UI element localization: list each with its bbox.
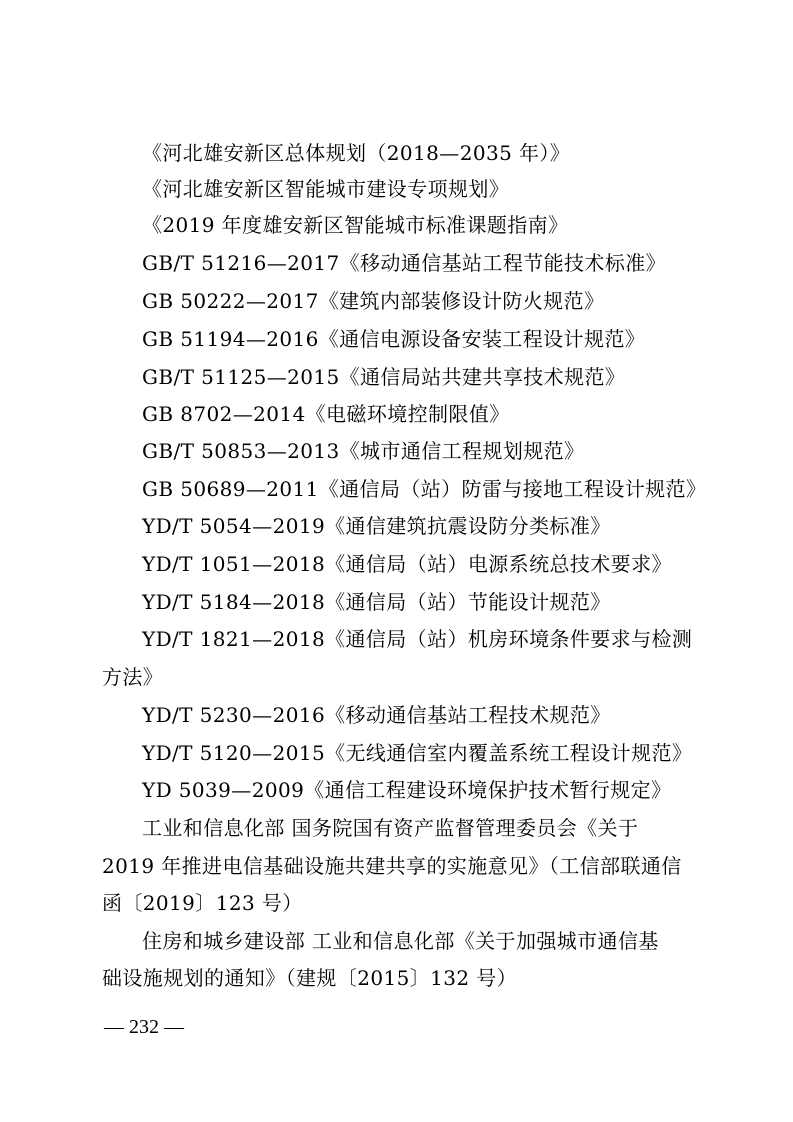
reference-line: GB 8702—2014《电磁环境控制限值》 [142, 402, 510, 426]
reference-line: YD 5039—2009《通信工程建设环境保护技术暂行规定》 [142, 778, 672, 802]
reference-line: YD/T 1051—2018《通信局（站）电源系统总技术要求》 [142, 552, 672, 576]
reference-line: GB 50689—2011《通信局（站）防雷与接地工程设计规范》 [142, 477, 707, 501]
reference-line: GB 50222—2017《建筑内部装修设计防火规范》 [142, 289, 605, 313]
reference-line: GB/T 51125—2015《通信局站共建共享技术规范》 [142, 365, 626, 389]
reference-line: GB 51194—2016《通信电源设备安装工程设计规范》 [142, 327, 646, 351]
reference-line: 《河北雄安新区总体规划（2018—2035 年）》 [142, 141, 571, 165]
reference-line: 住房和城乡建设部 工业和信息化部《关于加强城市通信基 [142, 929, 659, 953]
reference-line: 《2019 年度雄安新区智能城市标准课题指南》 [142, 213, 569, 237]
reference-line: YD/T 5120—2015《无线通信室内覆盖系统工程设计规范》 [142, 741, 693, 765]
reference-line: YD/T 5184—2018《通信局（站）节能设计规范》 [142, 590, 611, 614]
reference-line-continuation: 函〔2019〕123 号） [102, 891, 303, 915]
page-number: — 232 — [104, 1016, 184, 1038]
reference-line: 《河北雄安新区智能城市建设专项规划》 [142, 177, 510, 201]
reference-line-continuation: 方法》 [102, 665, 164, 689]
reference-line: GB/T 50853—2013《城市通信工程规划规范》 [142, 439, 585, 463]
reference-line: YD/T 5054—2019《通信建筑抗震设防分类标准》 [142, 514, 611, 538]
reference-line: GB/T 51216—2017《移动通信基站工程节能技术标准》 [142, 251, 667, 275]
reference-line: 工业和信息化部 国务院国有资产监督管理委员会《关于 [142, 816, 639, 840]
reference-line: YD/T 1821—2018《通信局（站）机房环境条件要求与检测 [142, 627, 693, 651]
reference-line: YD/T 5230—2016《移动通信基站工程技术规范》 [142, 703, 611, 727]
reference-line-continuation: 础设施规划的通知》（建规〔2015〕132 号） [102, 966, 518, 990]
reference-line-continuation: 2019 年推进电信基础设施共建共享的实施意见》（工信部联通信 [102, 854, 682, 878]
